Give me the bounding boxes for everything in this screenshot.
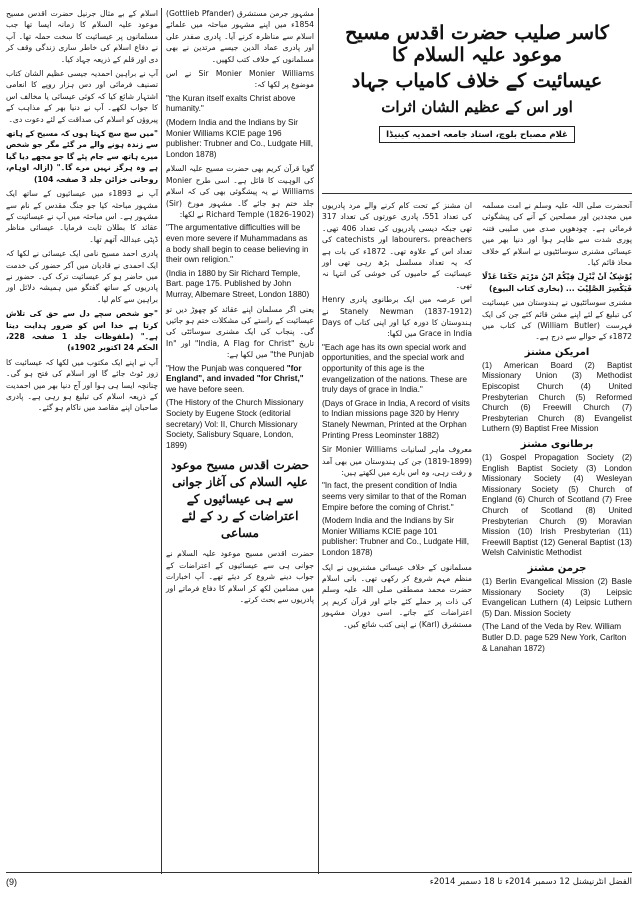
column-middle [166,8,314,608]
newman-reference: (Days of Grace in India, A record of visits to Indian missions page 320 by Henry Stanely Newman, Printed at the Orphan Printing Press Leominster 1882) [322,398,470,440]
williams-intro-paragraph: Sir Monier Monier Williams نے اس موضوع پر لکھا کہ: [166,69,314,90]
left-quote-1: "میں سچ سچ کہتا ہوں کہ مسیح کے ہاتھ سے زندہ ہونے والے مر گئے مگر جو شخص میرے ہاتھ سے جام پئے گا جو مجھے دیا گیا ہے وہ ہرگز نہیں مرے گا۔" (ازالہ اوہام، روحانی خزائن جلد 3 صفحہ 104) [6,129,158,184]
newman-quote: "Each age has its own special work and opportunities, and the special work and opportunity of this age is the evangelization of the nations. These are truly days of grace in India." [322,342,468,395]
monier-williams-paragraph: معروف ماہر لسانیات Sir Monier Williams (1819-1899) جن کی ہندوستان میں بھی آمد و رفت رہی، وہ اس بارے میں لکھتے ہیں: [322,445,472,478]
kuran-quote-reference: (Modern India and the Indians by Sir Monier Williams KCIE page 196 publisher: Trubner and Co., Ludgate Hill, London 1878) [166,118,314,159]
german-missions-heading: جرمن مشنز [527,562,587,574]
temple-quote: "The argumentative difficulties will be even more severe if Muhammadans as a body shall begin to cease believing in their own religion." [166,223,309,265]
hadith-quote: یُوْشِکُ اَنْ یَّنْزِلَ فِیْکُمْ ابْنُ مَرْیَمَ حَکَمًا عَدْلًا فَیَکْسِرَ الصَّلِیْبَ ... (بخاری کتاب البیوع) [482,272,632,293]
author-byline: غلام مصباح بلوچ، استاد جامعہ احمدیہ کینیڈا [379,126,575,143]
page-footer [6,872,632,893]
headline-divider [322,193,632,194]
column-left [6,8,158,417]
german-missions-list: (1) Berlin Evangelical Mission (2) Basle Missionary Society (3) Leipsic Evangelican Luthern (4) Leipsic Luthern (5) Dan. Mission Society [482,576,632,618]
punjab-quote: "How the Punjab was conquered "for England", and invaded "for Christ," we have before seen. [166,363,304,394]
publication-date-line: الفضل انٹرنیشنل 12 دسمبر 2014ء تا 18 دسمبر 2014ء [429,877,632,887]
monier-williams-quote: "In fact, the present condition of India seems very similar to that of the Roman Empire before the coming of Christ." [322,481,467,512]
missionary-count-paragraph: ان مشنز کے تحت کام کرنے والے مرد پادریوں کی تعداد 551، پادری عورتوں کی تعداد 317 تھی جبکہ دیسی پادریوں کی تعداد 406 تھی۔ labourers، preachers اور catechists کی تعداد اس کے علاوہ تھی۔ 1872ء کی بات ہے کہ یہ تعداد مسلسل بڑھ رہی تھی اور عیسائیت کے حامیوں کی خوشی کی انتہا نہ تھی۔ [322,201,473,290]
kuran-quote: "the Kuran itself exalts Christ above humanity." [166,93,296,114]
headline-line-2: عیسائیت کے خلاف کامیاب جہاد [351,70,603,92]
temple-reference: (India in 1880 by Sir Richard Temple, Bart. page 175. Published by John Murray, Albemare Street, London 1880) [166,268,310,299]
temple-paragraph: گویا قرآن کریم بھی حضرت مسیح علیہ السلام کی الوہیت کا قائل ہے۔ اسی طرح Monier Williams نے یہ پیشگوئی بھی کی کہ اسلام جلد ختم ہو جائے گا۔ مشہور مورخ (Sir) Richard Temple (1826-1902) نے لکھا: [166,164,314,220]
headline-line-3: اور اس کے عظیم الشان اثرات [381,98,573,116]
german-missions-reference: (The Land of the Veda by Rev. William Butler D.D. page 529 New York, Carlton & Lanahan 1872) [482,622,627,653]
british-missions-list: (1) Gospel Propagation Society (2) English Baptist Society (3) London Missionary Society (4) Wesleyan Missionary Society (5) Church of England (6) Church of Scotland (7) Free Church of Scotland (8) United Presbyterian Church (9) Moravian Mission (10) Irish Presbyterian (11) Freewill Baptist (12) General Baptist (13) Welsh Calvinistic Methodist [482,453,632,558]
american-missions-list: (1) American Board (2) Baptist Missionary Union (3) Methodist Episcopist Church (4) United Presbyterian Church (5) Reformed Church (6) Freewill Church (7) Presbyterian Church (8) Evangelist Luthern (9) Baptist Free Mission [482,360,632,434]
headline-line-1: کاسر صلیب حضرت اقدس مسیح موعود علیہ السلام کا [345,22,609,66]
attacks-paragraph: مسلمانوں کے خلاف عیسائی مشنریوں نے ایک منظم مہم شروع کر رکھی تھی۔ بانی اسلام حضرت محمد مصطفی صلی اللہ علیہ وسلم کی ذات پر حملے کئے جاتے اور قرآن کریم پر اعتراضات کئے جاتے۔ اسی دوران مشہور مستشرق (Karl) نے اپنی کتب شائع کیں۔ [322,562,472,629]
section-subheading: حضرت اقدس مسیح موعود علیہ السلام کی آغاز جوانی سے ہی عیسائیوں کے اعتراضات کے رد کے لئے مساعی [170,458,310,541]
column-rightmost [482,200,632,657]
left-paragraph-1: اسلام کے بے مثال جرنیل حضرت اقدس مسیح موعود علیہ السلام کا زمانہ ایسا تھا جب مسلمانوں پر عیسائیت کا سخت حملہ تھا۔ آپ نے دفاع اسلام کی خاطر ساری زندگی وقف کر دی اور قلم کے ذریعہ جہاد کیا۔ [6,9,158,64]
monier-williams-reference: (Modern India and the Indians by Sir Monier Williams KCIE page 101 publisher: Trubner and Co., Ludgate Hill, London 1878) [322,516,470,557]
british-missions-heading: برطانوی مشنز [520,439,594,451]
missions-paragraph: مشنری سوسائٹیوں نے ہندوستان میں عیسائیت کی تبلیغ کے لئے اپنے مشن قائم کئے جن کی ایک فہرست (William Butler) کی کتاب میں 1872ء کے حوالے سے درج ہے۔ [482,298,632,342]
left-quote-2: "جو شخص سچے دل سے حق کی تلاش کرتا ہے خدا اس کو ضرور ہدایت دیتا ہے۔" (ملفوظات جلد 1 صفحہ 228، الحکم 24 اکتوبر 1902ء) [6,309,159,353]
page-number: (9) [6,877,17,887]
column-divider [318,8,319,874]
left-paragraph-3: آپ نے 1893ء میں عیسائیوں کے ساتھ ایک مشہور مباحثہ کیا جو جنگ مقدس کے نام سے مشہور ہے۔ اس مباحثہ میں آپ نے عیسائیت کے عقائد کا بطلان ثابت فرمایا۔ عیسائی مناظر ڈپٹی عبداللہ آتھم تھا۔ [6,189,158,244]
intro-paragraph: آنحضرت صلی اللہ علیہ وسلم نے امت مسلمہ میں مجددین اور مصلحین کے آنے کی پیشگوئی فرمائی ہے۔ چودھویں صدی میں صلیبی فتنہ پوری شدت سے ظاہر ہوا اور دنیا بھر میں عیسائی مشنری سوسائٹیوں نے اسلام کے خلاف محاذ قائم کیا۔ [482,201,632,268]
american-missions-heading: امریکن مشنز [524,346,590,358]
efforts-paragraph: حضرت اقدس مسیح موعود علیہ السلام نے جوانی ہی سے عیسائیوں کے اعتراضات کے جواب دینے شروع کر دیئے تھے۔ آپ اخبارات میں مضامین لکھ کر اسلام کا دفاع فرماتے اور پادریوں سے بحث کرتے۔ [166,549,314,604]
left-paragraph-5: آپ نے اپنے ایک مکتوب میں لکھا کہ عیسائیت کا زور ٹوٹ جائے گا اور اسلام کی فتح ہو گی۔ چنانچہ ایسا ہی ہوا اور آج دنیا بھر میں احمدیت کے ذریعہ اسلام کی تبلیغ ہو رہی ہے۔ پادری صاحبان اپنے مقاصد میں ناکام ہو گئے۔ [6,357,158,413]
column-second-right [322,200,472,633]
column-divider [161,8,162,874]
left-paragraph-2: آپ نے براہین احمدیہ جیسی عظیم الشان کتاب تصنیف فرمائی اور دس ہزار روپے کا انعامی اشتہار شائع کیا کہ کوئی عیسائی یا مخالف اس کا جواب لکھے۔ آپ نے دنیا بھر کے مذاہب کے پیروؤں کو اسلام کی صداقت کے لئے دعوت دی۔ [6,69,158,124]
newman-paragraph: اس عرصہ میں ایک برطانوی پادری Henry Stanely Newman (1837-1912) نے ہندوستان کا دورہ کیا اور اپنی کتاب Days of Grace in India میں لکھا: [322,295,472,339]
pfander-paragraph: مشہور جرمن مستشرق (Gottlieb Pfander) 1854ء میں اپنے مشہور مباحثہ میں علمائے اسلام سے مناظرہ کرنے آیا۔ پادری صفدر علی اور پادری عماد الدین جیسے مرتدین نے بھی مسلمانوں کے خلاف کتب لکھیں۔ [166,9,314,64]
article-headline-block [322,8,632,194]
left-paragraph-4: پادری احمد مسیح نامی ایک عیسائی نے لکھا کہ ایک احمدی نے قادیان میں آکر حضور کی خدمت میں حاضر ہو کر عیسائیت ترک کی۔ حضور نے پادریوں کے ساتھ گفتگو میں ہمیشہ دلائل اور براہین سے کام لیا۔ [6,249,158,304]
punjab-reference: (The History of the Church Missionary Society by Eugene Stock (editorial secretary) Vol: II, Church Missionary Society, Salisbury Square, London, 1899) [166,398,304,450]
punjab-paragraph: یعنی اگر مسلمان اپنے عقائد کو چھوڑ دیں تو عیسائیت کے راستے کی مشکلات ختم ہو جائیں گی۔ پنجاب کی ایک مشنری سوسائٹی کی تاریخ "India, A Flag for Christ" اور "In the Punjab" میں لکھا ہے: [166,304,314,360]
newspaper-page [6,8,632,896]
